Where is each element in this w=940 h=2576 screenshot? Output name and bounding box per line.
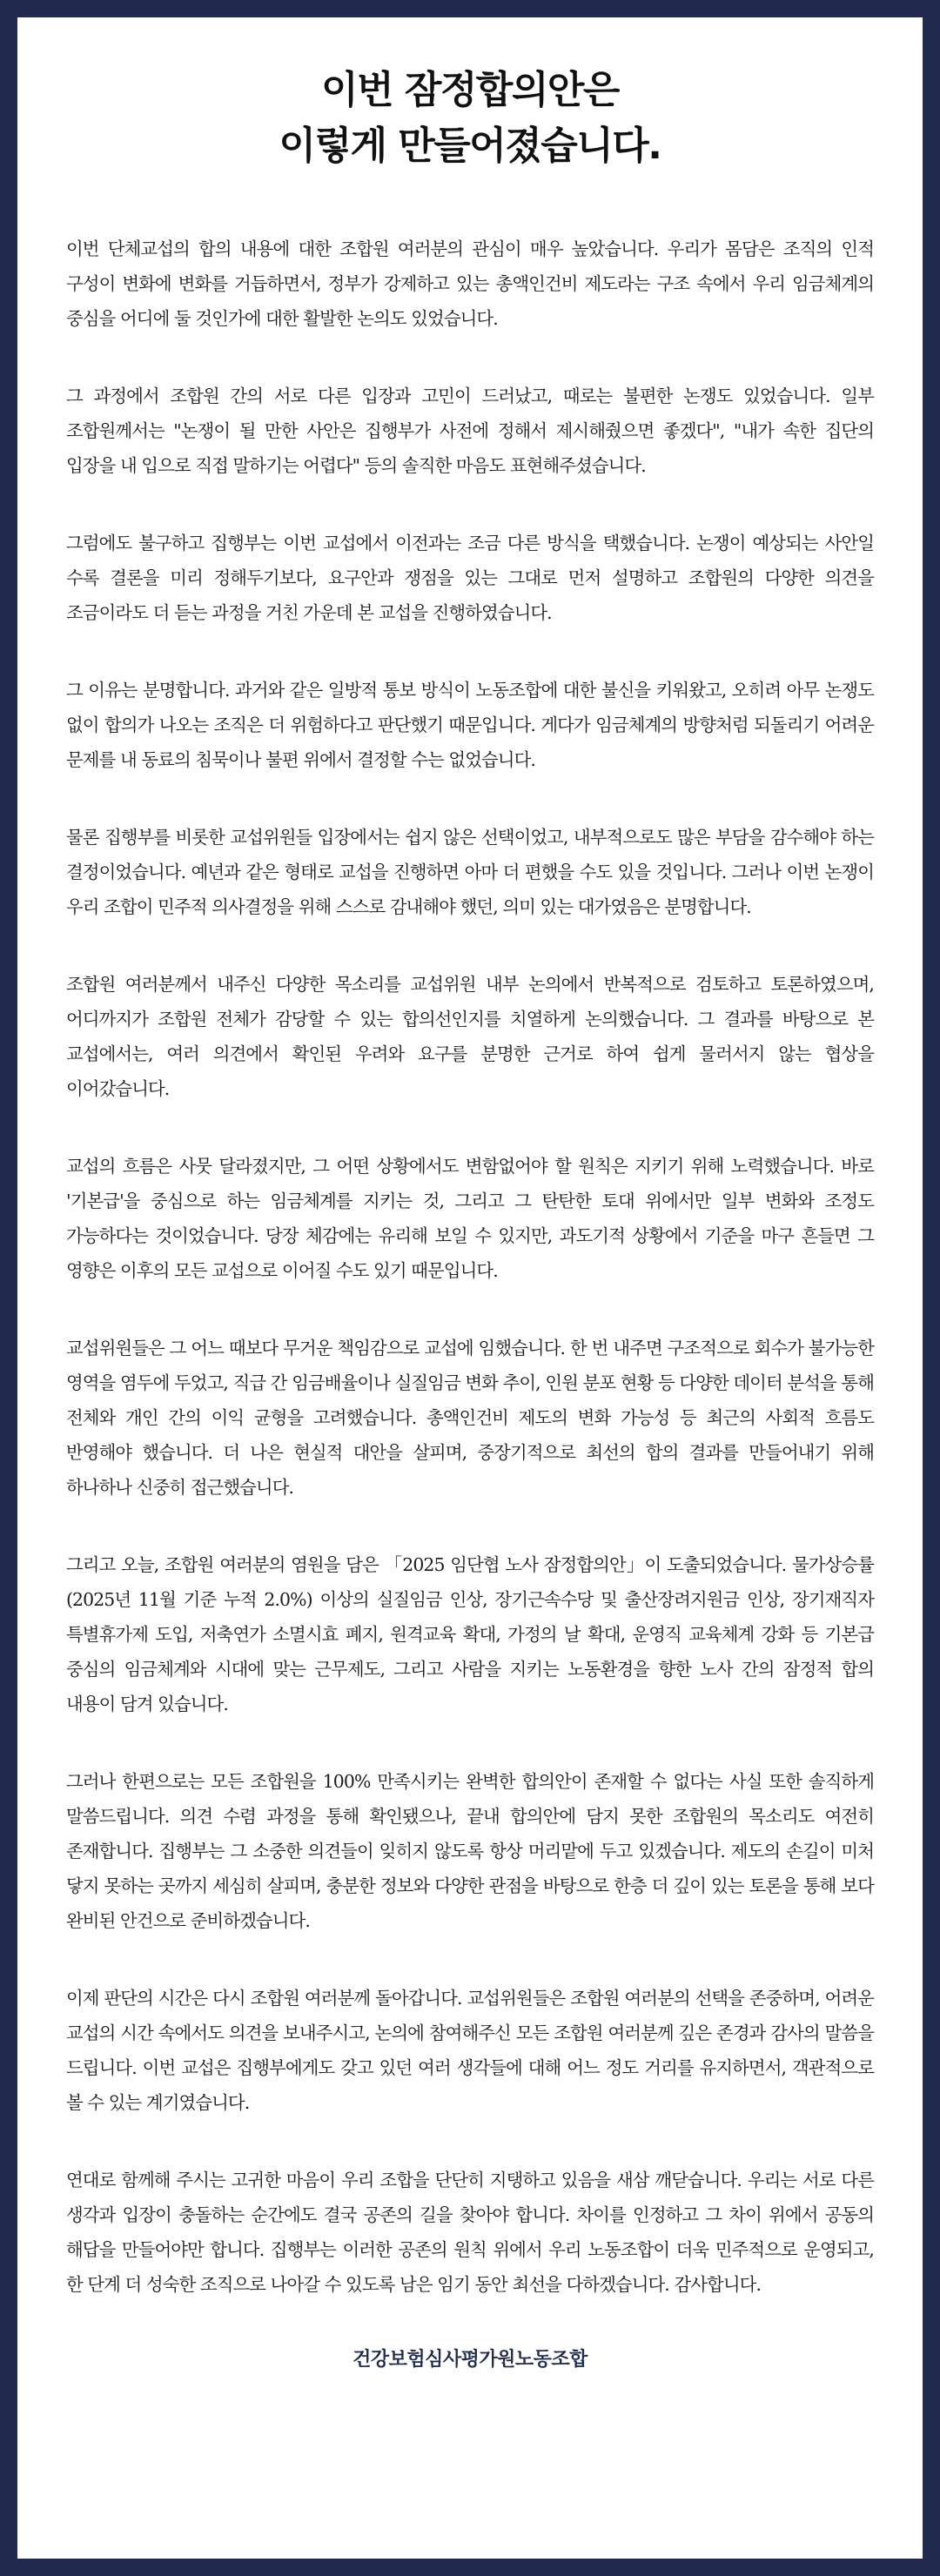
paragraph-4: 그 이유는 분명합니다. 과거와 같은 일방적 통보 방식이 노동조합에 대한 불신을 키워왔고, 오히려 아무 논쟁도 없이 합의가 나오는 조직은 더 위험하다고 판단했기 때문입니다. 게다가 임금체계의 방향처럼 되돌리기 어려운 문제를 내 동료의 침묵이나 불편 위에서 결정할 수는 없었습니다. bbox=[66, 680, 874, 770]
paragraph-6: 조합원 여러분께서 내주신 다양한 목소리를 교섭위원 내부 논의에서 반복적으로 검토하고 토론하였으며, 어디까지가 조합원 전체가 감당할 수 있는 합의선인지를 치열하게 논의했습니다. 그 결과를 바탕으로 본 교섭에서는, 여러 의견에서 확인된 우려와 요구를 분명한 근거로 하여 쉽게 물러서지 않는 협상을 이어갔습니다. bbox=[66, 974, 874, 1099]
paragraph-9: 그리고 오늘, 조합원 여러분의 염원을 담은 「2025 임단협 노사 잠정합의안」이 도출되었습니다. 물가상승률(2025년 11월 기준 누적 2.0%) 이상의 실질임금 인상, 장기근속수당 및 출산장려지원금 인상, 장기재직자 특별휴가제 도입, 저축연가 소멸시효 폐지, 원격교육 확대, 가정의 날 확대, 운영직 교육체계 강화 등 기본급 중심의 임금체계와 시대에 맞는 근무제도, 그리고 사람을 지키는 노동환경을 향한 노사 간의 잠정적 합의 내용이 담겨 있습니다. bbox=[66, 1554, 874, 1714]
paragraph-1: 이번 단체교섭의 합의 내용에 대한 조합원 여러분의 관심이 매우 높았습니다. 우리가 몸담은 조직의 인적 구성이 변화에 변화를 거듭하면서, 정부가 강제하고 있는 총액인건비 제도라는 구조 속에서 우리 임금체계의 중심을 어디에 둘 것인가에 대한 활발한 논의도 있었습니다. bbox=[66, 238, 874, 329]
page-title bbox=[66, 17, 874, 174]
paragraph-7: 교섭의 흐름은 사뭇 달라졌지만, 그 어떤 상황에서도 변함없어야 할 원칙은 지키기 위해 노력했습니다. 바로 '기본급'을 중심으로 하는 임금체계를 지키는 것, 그리고 그 탄탄한 토대 위에서만 일부 변화와 조정도 가능하다는 것이었습니다. 당장 체감에는 유리해 보일 수 있지만, 과도기적 상황에서 기준을 마구 흔들면 그 영향은 이후의 모든 교섭으로 이어질 수도 있기 때문입니다. bbox=[66, 1156, 874, 1281]
union-signature: 건강보험심사평가원노동조합 bbox=[352, 2348, 588, 2371]
statement-body bbox=[66, 231, 874, 2302]
paragraph-2: 그 과정에서 조합원 간의 서로 다른 입장과 고민이 드러났고, 때로는 불편한 논쟁도 있었습니다. 일부 조합원께서는 "논쟁이 될 만한 사안은 집행부가 사전에 정해서 제시해줬으면 좋겠다", "내가 속한 집단의 입장을 내 입으로 직접 말하기는 어렵다" 등의 솔직한 마음도 표현해주셨습니다. bbox=[66, 386, 874, 476]
title-line-2: 이렇게 만들어졌습니다. bbox=[279, 124, 661, 168]
paragraph-8: 교섭위원들은 그 어느 때보다 무거운 책임감으로 교섭에 임했습니다. 한 번 내주면 구조적으로 회수가 불가능한 영역을 염두에 두었고, 직급 간 임금배율이나 실질임금 변화 추이, 인원 분포 현황 등 다양한 데이터 분석을 통해 전체와 개인 간의 이익 균형을 고려했습니다. 총액인건비 제도의 변화 가능성 등 최근의 사회적 흐름도 반영해야 했습니다. 더 나은 현실적 대안을 살피며, 중장기적으로 최선의 합의 결과를 만들어내기 위해 하나하나 신중히 접근했습니다. bbox=[66, 1338, 874, 1498]
statement-page bbox=[17, 17, 923, 2559]
paragraph-3: 그럼에도 불구하고 집행부는 이번 교섭에서 이전과는 조금 다른 방식을 택했습니다. 논쟁이 예상되는 사안일 수록 결론을 미리 정해두기보다, 요구안과 쟁점을 있는 그대로 먼저 설명하고 조합원의 다양한 의견을 조금이라도 더 듣는 과정을 거친 가운데 본 교섭을 진행하였습니다. bbox=[66, 533, 874, 623]
paragraph-11: 이제 판단의 시간은 다시 조합원 여러분께 돌아갑니다. 교섭위원들은 조합원 여러분의 선택을 존중하며, 어려운 교섭의 시간 속에서도 의견을 보내주시고, 논의에 참여해주신 모든 조합원 여러분께 깊은 존경과 감사의 말씀을 드립니다. 이번 교섭은 집행부에게도 갖고 있던 여러 생각들에 대해 어느 정도 거리를 유지하면서, 객관적으로 볼 수 있는 계기였습니다. bbox=[66, 1988, 874, 2113]
paragraph-10: 그러나 한편으로는 모든 조합원을 100% 만족시키는 완벽한 합의안이 존재할 수 없다는 사실 또한 솔직하게 말씀드립니다. 의견 수렴 과정을 통해 확인됐으나, 끝내 합의안에 담지 못한 조합원의 목소리도 여전히 존재합니다. 집행부는 그 소중한 의견들이 잊히지 않도록 항상 머리맡에 두고 있겠습니다. 제도의 손길이 미처 닿지 못하는 곳까지 세심히 살피며, 충분한 정보와 다양한 관점을 바탕으로 한층 더 깊이 있는 토론을 통해 보다 완비된 안건으로 준비하겠습니다. bbox=[66, 1771, 874, 1931]
paragraph-5: 물론 집행부를 비롯한 교섭위원들 입장에서는 쉽지 않은 선택이었고, 내부적으로도 많은 부담을 감수해야 하는 결정이었습니다. 예년과 같은 형태로 교섭을 진행하면 아마 더 편했을 수도 있을 것입니다. 그러나 이번 논쟁이 우리 조합이 민주적 의사결정을 위해 스스로 감내해야 했던, 의미 있는 대가였음은 분명합니다. bbox=[66, 827, 874, 917]
paragraph-12: 연대로 함께해 주시는 고귀한 마음이 우리 조합을 단단히 지탱하고 있음을 새삼 깨닫습니다. 우리는 서로 다른 생각과 입장이 충돌하는 순간에도 결국 공존의 길을 찾아야 합니다. 차이를 인정하고 그 차이 위에서 공동의 해답을 만들어야만 합니다. 집행부는 이러한 공존의 원칙 위에서 우리 노동조합이 더욱 민주적으로 운영되고, 한 단계 더 성숙한 조직으로 나아갈 수 있도록 남은 임기 동안 최선을 다하겠습니다. 감사합니다. bbox=[66, 2170, 874, 2295]
title-line-1: 이번 잠정합의안은 bbox=[321, 68, 619, 112]
